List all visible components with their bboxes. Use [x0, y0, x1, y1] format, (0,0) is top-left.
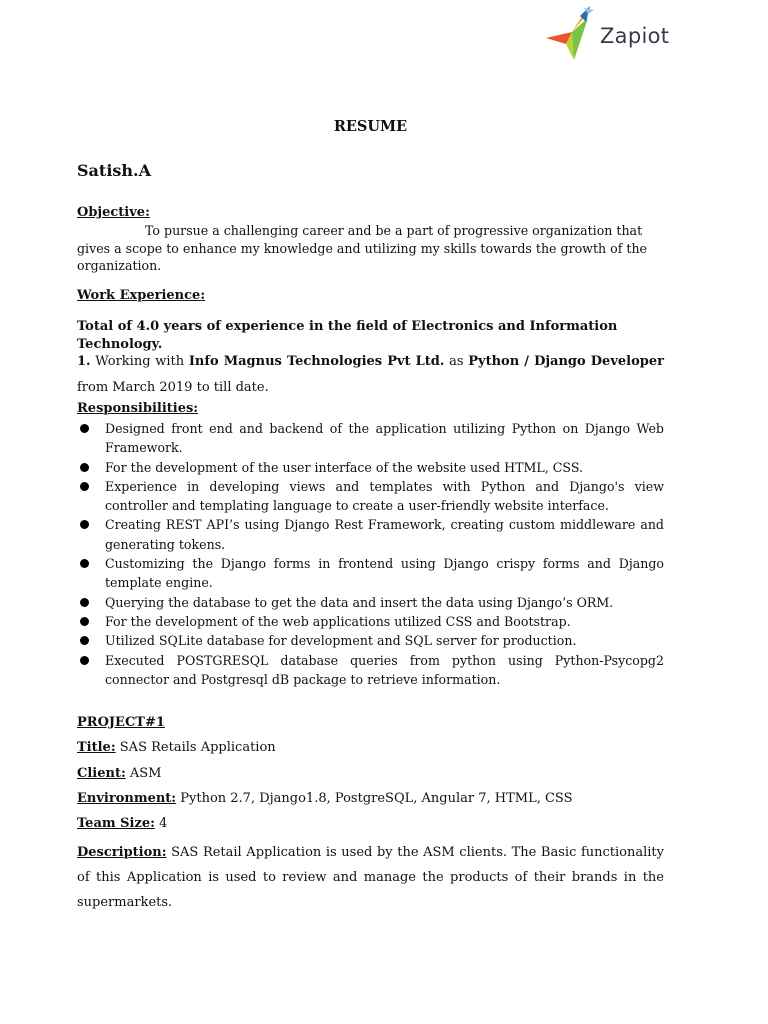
zapiot-bird-icon [544, 4, 604, 64]
list-item: Querying the database to get the data and insert the data using Django’s ORM. [77, 593, 664, 612]
bullet-icon [80, 598, 89, 607]
list-item: Utilized SQLite database for development and SQL server for production. [77, 631, 664, 650]
project-client-row [77, 766, 162, 781]
project-heading: PROJECT#1 [77, 715, 165, 730]
list-item: Experience in developing views and templates with Python and Django's view controller and templating language to create a user-friendly website interface. [77, 477, 664, 516]
list-item: For the development of the web applications utilized CSS and Bootstrap. [77, 612, 664, 631]
list-item: For the development of the user interface of the website used HTML, CSS. [77, 458, 664, 477]
project-team-row [77, 816, 167, 831]
project-client-value: ASM [129, 766, 162, 781]
list-item: Designed front end and backend of the application utilizing Python on Django Web Framework. [77, 419, 664, 458]
list-item: Creating REST API’s using Django Rest Framework, creating custom middleware and generating tokens. [77, 515, 664, 554]
job-pre: Working with [95, 354, 185, 369]
bullet-icon [80, 424, 89, 433]
bullet-icon [80, 559, 89, 568]
bullet-icon [80, 463, 89, 472]
logo-wordmark: Zapiot [600, 24, 670, 48]
bullet-icon [80, 636, 89, 645]
job-number: 1. [77, 354, 91, 369]
experience-total: Total of 4.0 years of experience in the field of Electronics and Information Technology. [77, 319, 618, 352]
bullet-icon [80, 482, 89, 491]
company-name: Info Magnus Technologies Pvt Ltd. [188, 354, 445, 369]
job-role: Python / Django Developer [468, 354, 664, 369]
bullet-icon [80, 520, 89, 529]
project-title-label: Title: [77, 740, 116, 755]
responsibilities-list [77, 419, 664, 689]
project-environment-value: Python 2.7, Django1.8, PostgreSQL, Angular 7, HTML, CSS [180, 791, 573, 806]
objective-heading: Objective: [77, 205, 150, 220]
document-title: RESUME [333, 118, 408, 135]
job-dates: from March 2019 to till date. [77, 380, 269, 395]
bullet-icon [80, 656, 89, 665]
zapiot-logo [544, 4, 668, 64]
candidate-name: Satish.A [77, 161, 152, 180]
project-team-label: Team Size: [77, 816, 155, 831]
list-item: Executed POSTGRESQL database queries from python using Python-Psycopg2 connector and Postgresql dB package to retrieve information. [77, 651, 664, 690]
list-item: Customizing the Django forms in frontend using Django crispy forms and Django template engine. [77, 554, 664, 593]
project-title-row [77, 740, 276, 755]
responsibilities-heading: Responsibilities: [77, 401, 199, 416]
project-title-value: SAS Retails Application [119, 740, 276, 755]
objective-text: To pursue a challenging career and be a part of progressive organization that gives a scope to enhance my knowledge and utilizing my skills towards the growth of the organization. [77, 223, 648, 273]
project-description-label: Description: [77, 845, 167, 860]
work-experience-heading: Work Experience: [77, 288, 206, 303]
project-description [77, 840, 664, 915]
job-entry [77, 349, 664, 401]
project-client-label: Client: [77, 766, 126, 781]
bullet-icon [80, 617, 89, 626]
project-description-value: SAS Retail Application is used by the ASM clients. The Basic functionality of this Application is used to review and manage the products of their brands in the supermarkets. [77, 845, 664, 910]
project-environment-label: Environment: [77, 791, 177, 806]
project-team-value: 4 [159, 816, 168, 831]
project-environment-row [77, 791, 573, 806]
job-as: as [449, 354, 464, 369]
